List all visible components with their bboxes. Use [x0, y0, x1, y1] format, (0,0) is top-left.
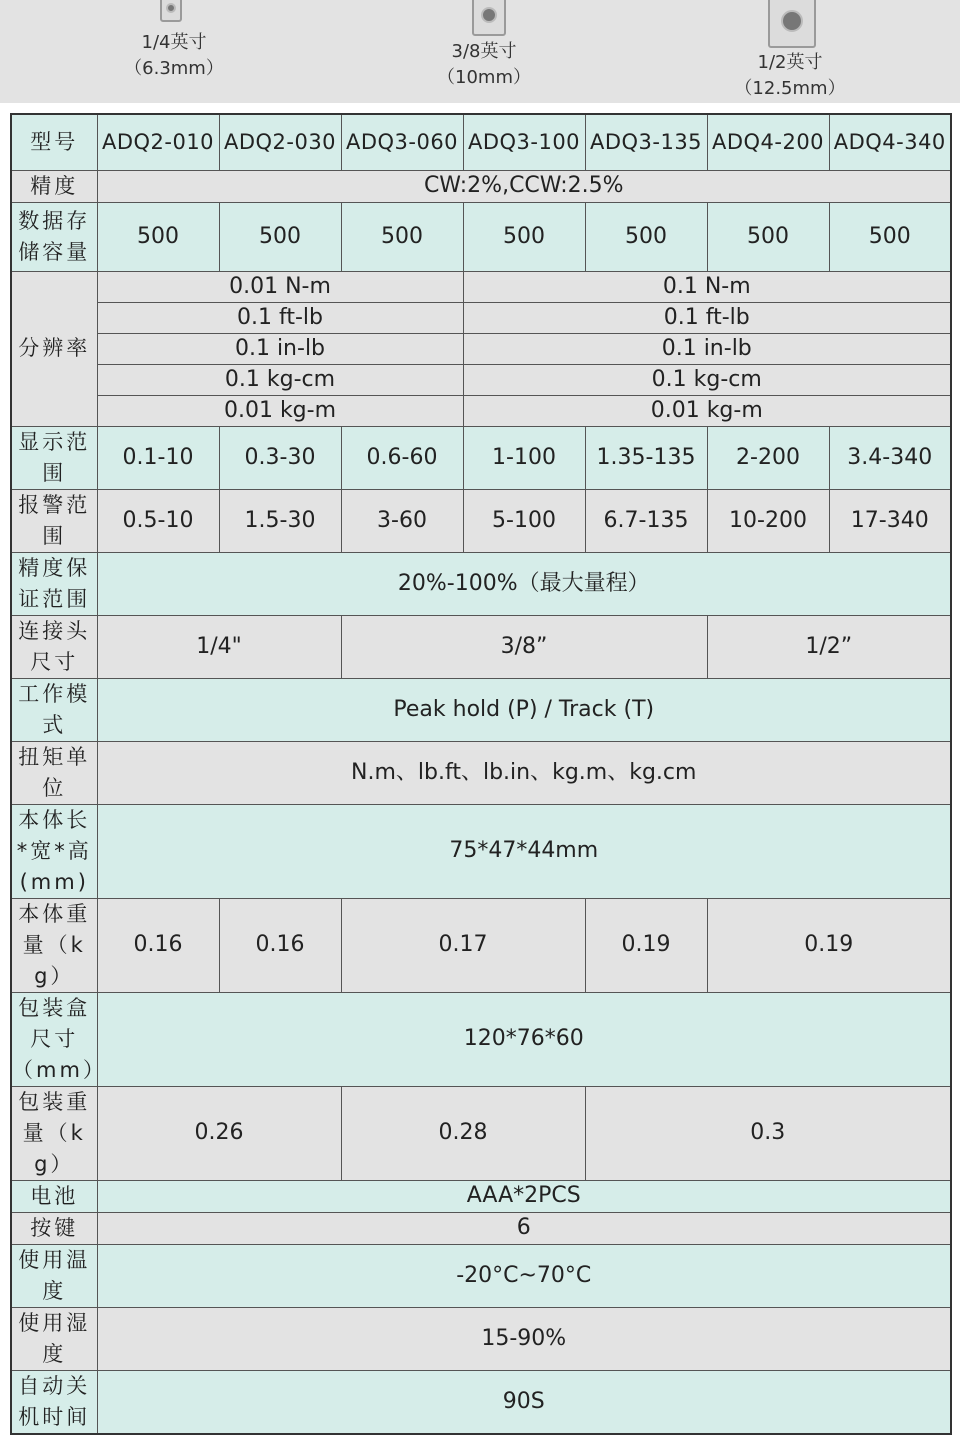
spec-table [10, 113, 952, 1435]
display-range-cell: 1-100 [463, 426, 585, 489]
label-mode: 工作模式 [11, 678, 97, 741]
connector-cell: 3/8” [341, 615, 707, 678]
drive-3-8-icon [472, 0, 506, 36]
storage-cell: 500 [97, 202, 219, 271]
display-range-cell: 0.6-60 [341, 426, 463, 489]
model-cell: ADQ2-030 [219, 114, 341, 170]
storage-cell: 500 [707, 202, 829, 271]
resolution-right: 0.1 in-lb [463, 333, 951, 364]
keys-value: 6 [97, 1212, 951, 1244]
drive-1-4-icon [160, 0, 182, 22]
label-body-weight: 本体重量（kg） [11, 898, 97, 992]
alarm-range-cell: 10-200 [707, 489, 829, 552]
label-accuracy-range: 精度保证范围 [11, 552, 97, 615]
storage-cell: 500 [341, 202, 463, 271]
connector-cell: 1/2” [707, 615, 951, 678]
row-resolution [11, 364, 951, 395]
label-humidity: 使用湿度 [11, 1307, 97, 1370]
label-resolution: 分辨率 [11, 271, 97, 426]
row-mode [11, 678, 951, 741]
accuracy-value: CW:2%,CCW:2.5% [97, 170, 951, 202]
label-alarm-range: 报警范围 [11, 489, 97, 552]
row-accuracy [11, 170, 951, 202]
row-resolution [11, 302, 951, 333]
battery-value: AAA*2PCS [97, 1180, 951, 1212]
label-body-size: 本体长*宽*高(mm) [11, 804, 97, 898]
display-range-cell: 3.4-340 [829, 426, 951, 489]
accuracy-range-value: 20%-100%（最大量程） [97, 552, 951, 615]
row-temp [11, 1244, 951, 1307]
resolution-left: 0.1 ft-lb [97, 302, 463, 333]
body-weight-cell: 0.19 [707, 898, 951, 992]
drive-size-header [0, 0, 960, 103]
body-weight-cell: 0.19 [585, 898, 707, 992]
body-weight-cell: 0.16 [97, 898, 219, 992]
pack-weight-cell: 0.26 [97, 1086, 341, 1180]
label-box-size: 包装盒尺寸（mm） [11, 992, 97, 1086]
row-auto-off [11, 1370, 951, 1434]
resolution-left: 0.01 kg-m [97, 395, 463, 426]
connector-cell: 1/4" [97, 615, 341, 678]
model-cell: ADQ3-135 [585, 114, 707, 170]
model-cell: ADQ3-060 [341, 114, 463, 170]
row-resolution [11, 395, 951, 426]
row-resolution [11, 271, 951, 302]
label-auto-off: 自动关机时间 [11, 1370, 97, 1434]
model-cell: ADQ3-100 [463, 114, 585, 170]
body-size-value: 75*47*44mm [97, 804, 951, 898]
alarm-range-cell: 6.7-135 [585, 489, 707, 552]
size-1-2: 1/2英寸 （12.5mm） [734, 52, 846, 99]
row-box-size [11, 992, 951, 1086]
row-keys [11, 1212, 951, 1244]
display-range-cell: 2-200 [707, 426, 829, 489]
row-resolution [11, 333, 951, 364]
body-weight-cell: 0.17 [341, 898, 585, 992]
label-unit: 扭矩单位 [11, 741, 97, 804]
resolution-right: 0.01 kg-m [463, 395, 951, 426]
label-pack-weight: 包装重量（kg） [11, 1086, 97, 1180]
label-display-range: 显示范围 [11, 426, 97, 489]
row-body-weight [11, 898, 951, 992]
resolution-right: 0.1 N-m [463, 271, 951, 302]
resolution-left: 0.01 N-m [97, 271, 463, 302]
auto-off-value: 90S [97, 1370, 951, 1434]
row-alarm-range [11, 489, 951, 552]
row-accuracy-range [11, 552, 951, 615]
model-cell: ADQ2-010 [97, 114, 219, 170]
row-storage [11, 202, 951, 271]
row-unit [11, 741, 951, 804]
mode-value: Peak hold (P) / Track (T) [97, 678, 951, 741]
resolution-left: 0.1 kg-cm [97, 364, 463, 395]
pack-weight-cell: 0.28 [341, 1086, 585, 1180]
storage-cell: 500 [463, 202, 585, 271]
label-keys: 按键 [11, 1212, 97, 1244]
row-pack-weight [11, 1086, 951, 1180]
resolution-left: 0.1 in-lb [97, 333, 463, 364]
alarm-range-cell: 17-340 [829, 489, 951, 552]
resolution-right: 0.1 kg-cm [463, 364, 951, 395]
storage-cell: 500 [829, 202, 951, 271]
alarm-range-cell: 5-100 [463, 489, 585, 552]
drive-1-2-icon [768, 0, 816, 48]
row-humidity [11, 1307, 951, 1370]
row-body-size [11, 804, 951, 898]
size-3-8: 3/8英寸 （10mm） [437, 41, 531, 88]
resolution-right: 0.1 ft-lb [463, 302, 951, 333]
label-temp: 使用温度 [11, 1244, 97, 1307]
display-range-cell: 0.1-10 [97, 426, 219, 489]
row-display-range [11, 426, 951, 489]
label-model: 型号 [11, 114, 97, 170]
unit-value: N.m、lb.ft、lb.in、kg.m、kg.cm [97, 741, 951, 804]
display-range-cell: 1.35-135 [585, 426, 707, 489]
label-connector: 连接头尺寸 [11, 615, 97, 678]
model-cell: ADQ4-340 [829, 114, 951, 170]
storage-cell: 500 [219, 202, 341, 271]
alarm-range-cell: 3-60 [341, 489, 463, 552]
alarm-range-cell: 1.5-30 [219, 489, 341, 552]
humidity-value: 15-90% [97, 1307, 951, 1370]
row-battery [11, 1180, 951, 1212]
storage-cell: 500 [585, 202, 707, 271]
label-accuracy: 精度 [11, 170, 97, 202]
body-weight-cell: 0.16 [219, 898, 341, 992]
label-storage: 数据存储容量 [11, 202, 97, 271]
alarm-range-cell: 0.5-10 [97, 489, 219, 552]
size-1-4: 1/4英寸 （6.3mm） [124, 32, 224, 79]
model-cell: ADQ4-200 [707, 114, 829, 170]
pack-weight-cell: 0.3 [585, 1086, 951, 1180]
row-model [11, 114, 951, 170]
row-connector [11, 615, 951, 678]
temp-value: -20°C~70°C [97, 1244, 951, 1307]
label-battery: 电池 [11, 1180, 97, 1212]
box-size-value: 120*76*60 [97, 992, 951, 1086]
display-range-cell: 0.3-30 [219, 426, 341, 489]
